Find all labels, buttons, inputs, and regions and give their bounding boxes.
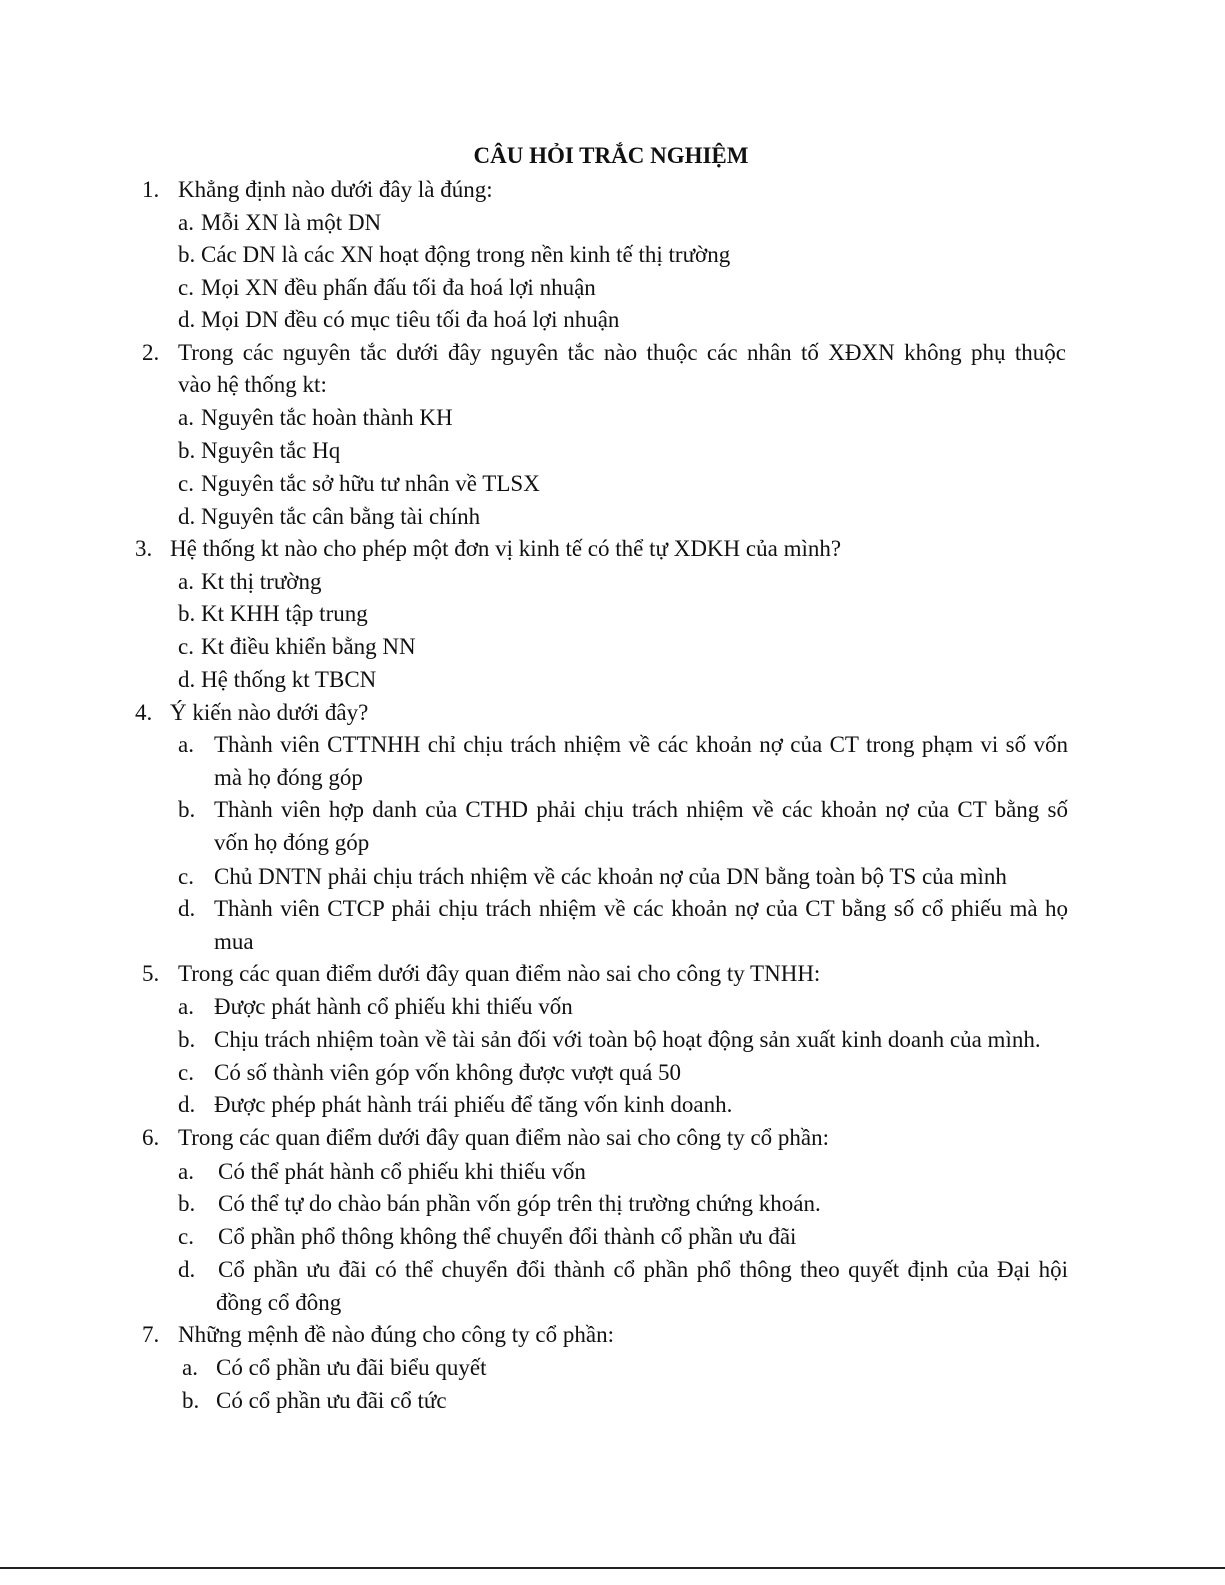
question-number: 6. bbox=[142, 1125, 160, 1150]
question-text: Trong các nguyên tắc dưới đây nguyên tắc nào thuộc các nhân tố XĐXN không phụ thuộc bbox=[178, 340, 1066, 365]
option-letter: a. bbox=[178, 994, 194, 1019]
option-text: Hệ thống kt TBCN bbox=[201, 667, 377, 692]
option-text: Mỗi XN là một DN bbox=[201, 210, 382, 235]
option-letter: a. bbox=[182, 1355, 198, 1380]
option-letter: c. bbox=[178, 275, 194, 300]
option-text: Có thể tự do chào bán phần vốn góp trên thị trường chứng khoán. bbox=[218, 1191, 821, 1216]
option-text: Kt KHH tập trung bbox=[201, 601, 368, 626]
option-letter: d. bbox=[178, 1092, 196, 1117]
option-text: Thành viên CTCP phải chịu trách nhiệm về các khoản nợ của CT bằng số cổ phiếu mà họ bbox=[214, 896, 1068, 921]
question-text: Trong các quan điểm dưới đây quan điểm nào sai cho công ty cổ phần: bbox=[178, 1125, 830, 1150]
option-text: Có thể phát hành cổ phiếu khi thiếu vốn bbox=[218, 1159, 586, 1184]
option-letter: b. bbox=[182, 1388, 200, 1413]
option-letter: d. bbox=[178, 307, 196, 332]
page-bottom-border bbox=[0, 1567, 1225, 1569]
question-text: Trong các quan điểm dưới đây quan điểm nào sai cho công ty TNHH: bbox=[178, 961, 821, 986]
option-text: Chịu trách nhiệm toàn về tài sản đối với toàn bộ hoạt động sản xuất kinh doanh của mình. bbox=[214, 1027, 1041, 1052]
page-title: CÂU HỎI TRẮC NGHIỆM bbox=[473, 143, 749, 168]
option-text: Các DN là các XN hoạt động trong nền kinh tế thị trường bbox=[201, 242, 731, 267]
question-number: 5. bbox=[142, 961, 160, 986]
question-text: Ý kiến nào dưới đây? bbox=[170, 700, 369, 725]
option-text-continued: vốn họ đóng góp bbox=[214, 830, 370, 855]
option-text-continued: mà họ đóng góp bbox=[214, 765, 363, 790]
option-text: Mọi XN đều phấn đấu tối đa hoá lợi nhuận bbox=[201, 275, 596, 300]
question-text: Khẳng định nào dưới đây là đúng: bbox=[178, 177, 493, 202]
option-text: Nguyên tắc hoàn thành KH bbox=[201, 405, 453, 430]
option-letter: a. bbox=[178, 405, 194, 430]
option-text: Nguyên tắc cân bằng tài chính bbox=[201, 504, 481, 529]
option-text: Nguyên tắc Hq bbox=[201, 438, 341, 463]
option-text: Có cổ phần ưu đãi cổ tức bbox=[216, 1388, 447, 1413]
option-text-continued: mua bbox=[214, 929, 254, 954]
option-letter: a. bbox=[178, 732, 194, 757]
question-number: 3. bbox=[135, 536, 153, 561]
question-number: 7. bbox=[142, 1322, 160, 1347]
question-number: 4. bbox=[135, 700, 153, 725]
option-letter: b. bbox=[178, 438, 196, 463]
question-number: 2. bbox=[142, 340, 160, 365]
option-text: Cổ phần phổ thông không thể chuyển đổi thành cổ phần ưu đãi bbox=[218, 1224, 797, 1249]
option-text: Có cổ phần ưu đãi biểu quyết bbox=[216, 1355, 487, 1380]
option-letter: b. bbox=[178, 242, 196, 267]
option-letter: c. bbox=[178, 471, 194, 496]
option-text: Chủ DNTN phải chịu trách nhiệm về các khoản nợ của DN bằng toàn bộ TS của mình bbox=[214, 864, 1007, 889]
option-letter: b. bbox=[178, 601, 196, 626]
option-letter: a. bbox=[178, 569, 194, 594]
option-text-continued: đồng cổ đông bbox=[216, 1290, 342, 1315]
option-letter: c. bbox=[178, 864, 194, 889]
question-text-continued: vào hệ thống kt: bbox=[178, 372, 327, 397]
option-letter: b. bbox=[178, 1027, 196, 1052]
option-letter: d. bbox=[178, 1257, 196, 1282]
question-text: Hệ thống kt nào cho phép một đơn vị kinh tế có thể tự XDKH của mình? bbox=[170, 536, 842, 561]
option-text: Được phát hành cổ phiếu khi thiếu vốn bbox=[214, 994, 573, 1019]
option-letter: b. bbox=[178, 797, 196, 822]
option-letter: c. bbox=[178, 1060, 194, 1085]
option-letter: d. bbox=[178, 504, 196, 529]
option-text: Mọi DN đều có mục tiêu tối đa hoá lợi nhuận bbox=[201, 307, 620, 332]
question-text: Những mệnh đề nào đúng cho công ty cổ phần: bbox=[178, 1322, 614, 1347]
option-text: Được phép phát hành trái phiếu để tăng vốn kinh doanh. bbox=[214, 1092, 733, 1117]
option-letter: c. bbox=[178, 1224, 194, 1249]
option-text: Kt điều khiển bằng NN bbox=[201, 634, 416, 659]
option-letter: d. bbox=[178, 896, 196, 921]
option-letter: c. bbox=[178, 634, 194, 659]
option-text: Có số thành viên góp vốn không được vượt quá 50 bbox=[214, 1060, 682, 1085]
option-text: Cổ phần ưu đãi có thể chuyển đổi thành cổ phần phổ thông theo quyết định của Đại hội bbox=[218, 1257, 1068, 1282]
option-text: Thành viên hợp danh của CTHD phải chịu trách nhiệm về các khoản nợ của CT bằng số bbox=[214, 797, 1068, 822]
option-text: Thành viên CTTNHH chỉ chịu trách nhiệm về các khoản nợ của CT trong phạm vi số vốn bbox=[214, 732, 1068, 757]
option-text: Nguyên tắc sở hữu tư nhân về TLSX bbox=[201, 471, 540, 496]
option-letter: a. bbox=[178, 210, 194, 235]
option-text: Kt thị trường bbox=[201, 569, 322, 594]
option-letter: b. bbox=[178, 1191, 196, 1216]
option-letter: d. bbox=[178, 667, 196, 692]
option-letter: a. bbox=[178, 1159, 194, 1184]
question-number: 1. bbox=[142, 177, 160, 202]
